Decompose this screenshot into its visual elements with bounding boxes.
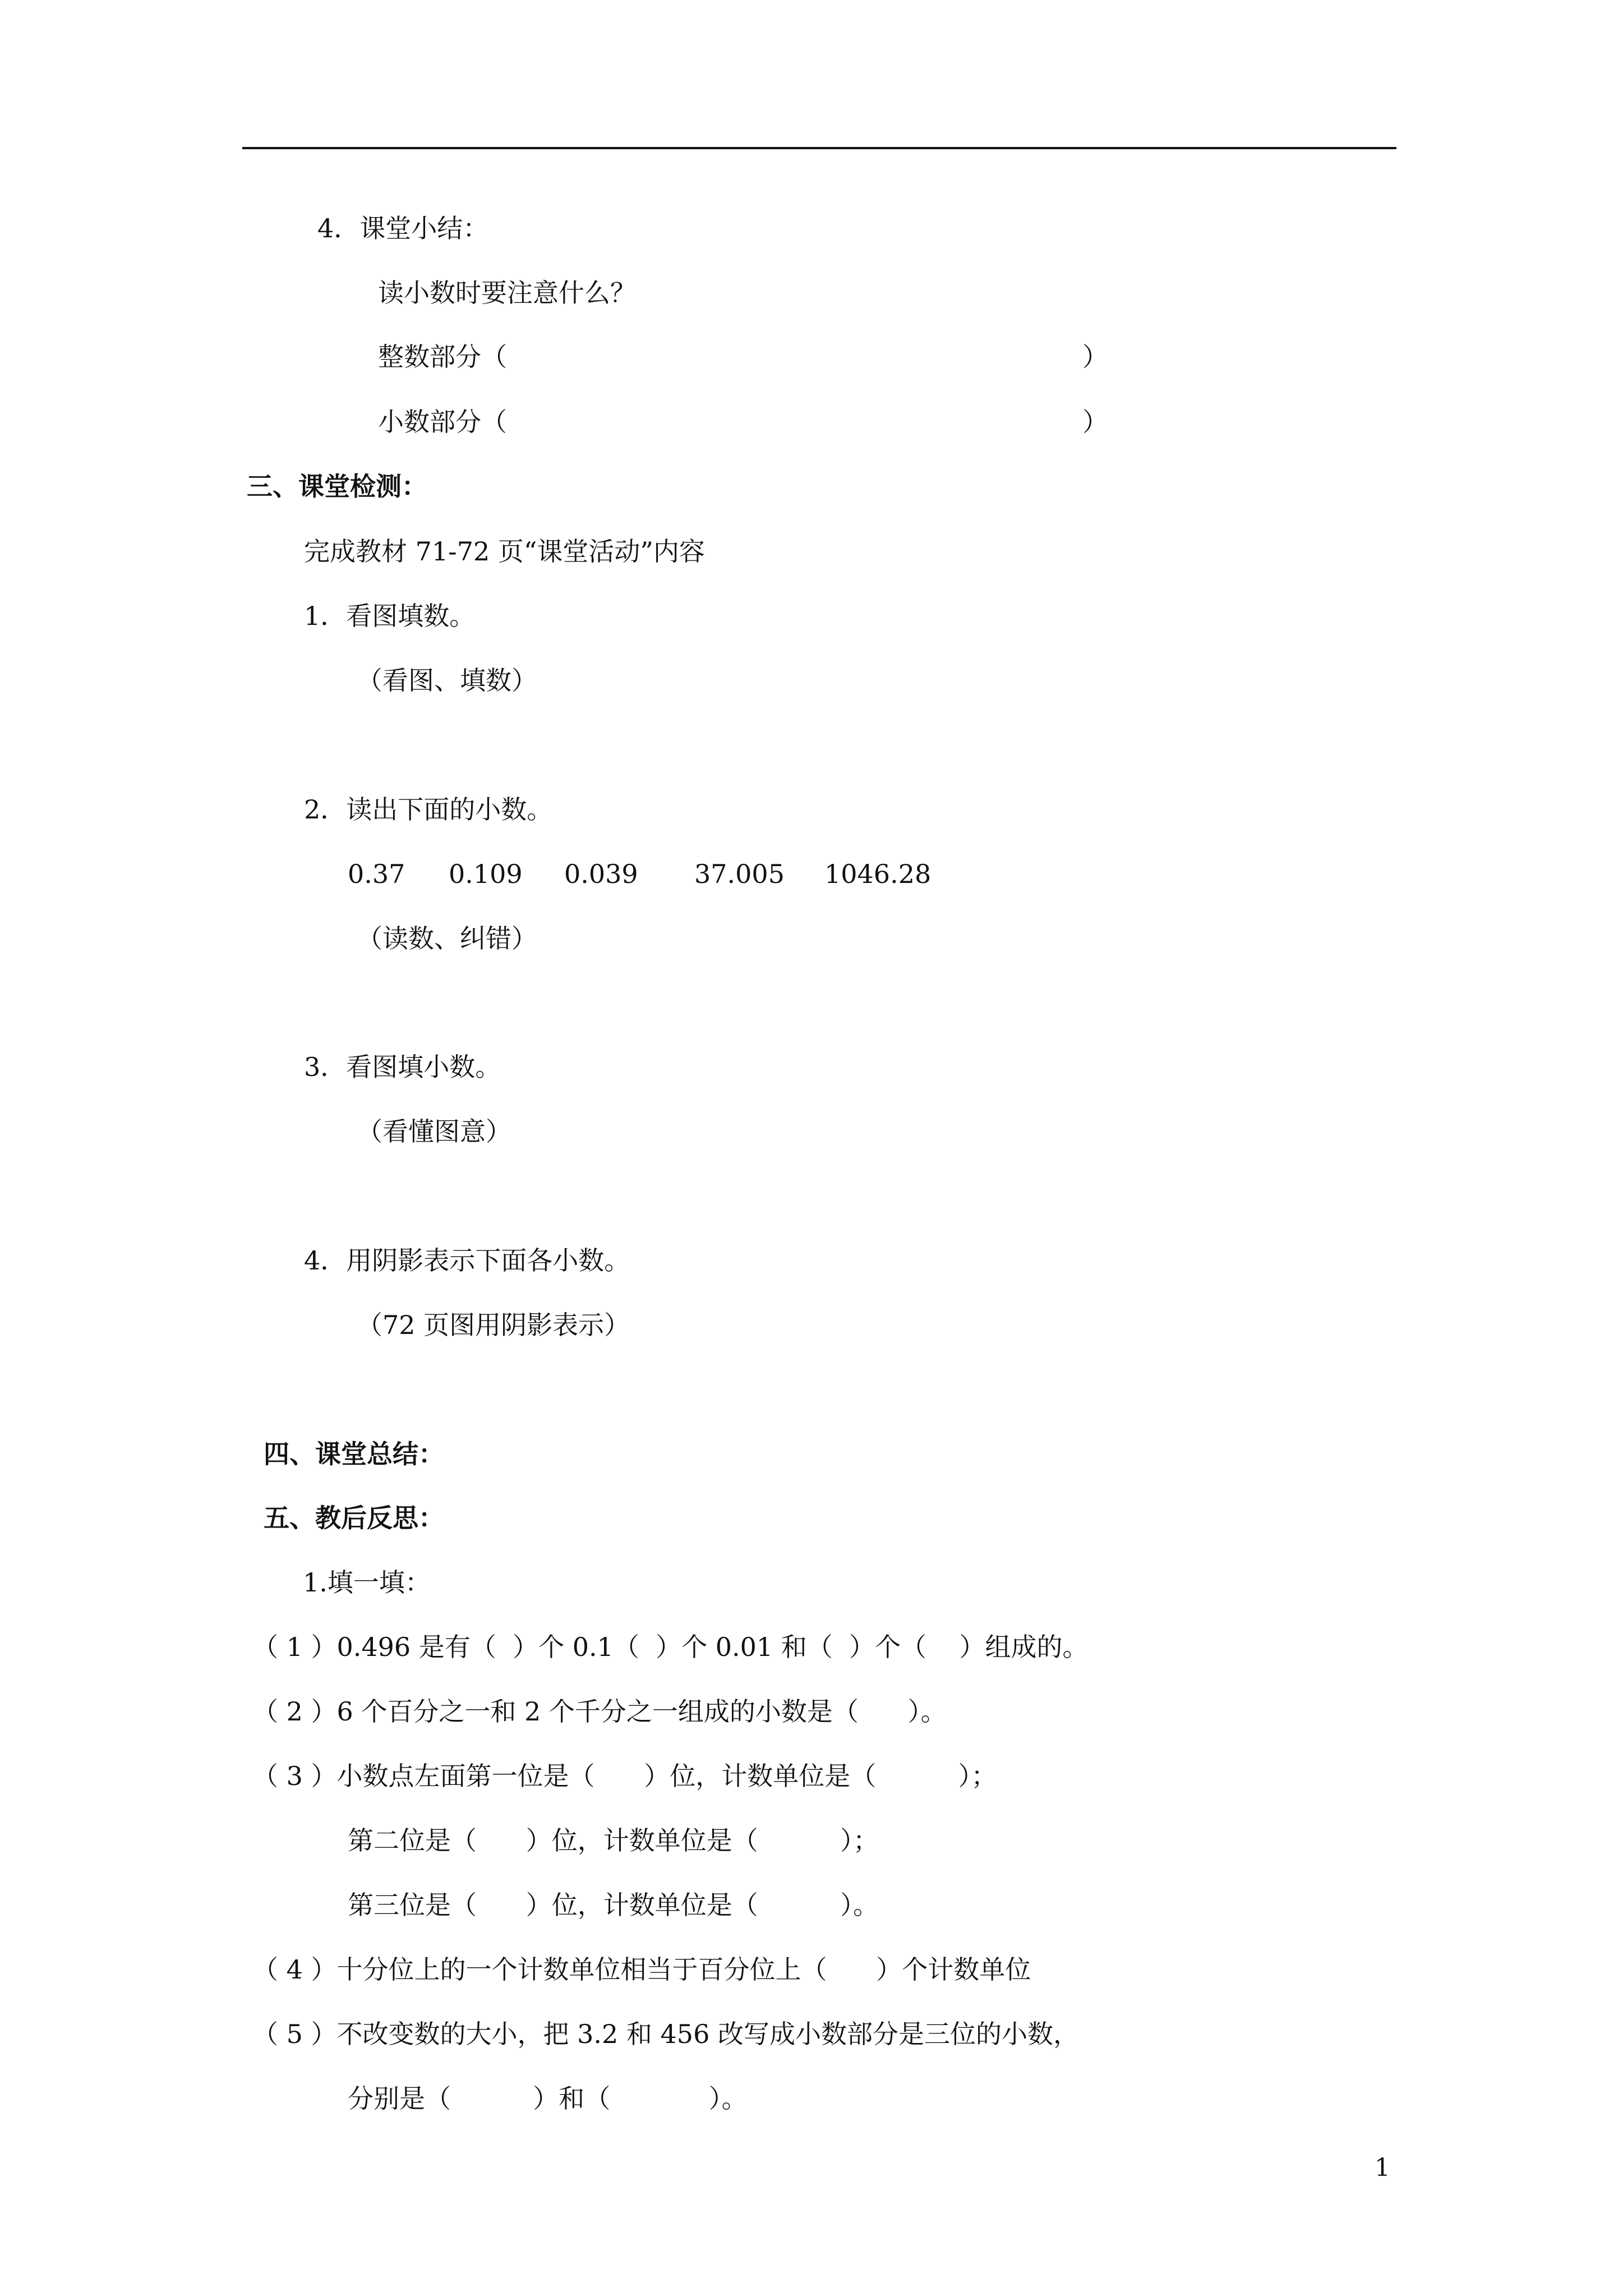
item1-title: 1．看图填数。	[304, 601, 476, 631]
item2-note: （读数、纠错）	[357, 923, 537, 954]
decimal-number: 37.005	[694, 859, 785, 889]
item2-title: 2．读出下面的小数。	[304, 794, 553, 825]
decimal-part-close: ）	[1082, 407, 1108, 437]
item3-note: （看懂图意）	[357, 1116, 511, 1147]
question-3b: 第二位是（ ）位，计数单位是（ ）；	[348, 1825, 879, 1856]
summary-question: 读小数时要注意什么？	[378, 278, 636, 308]
question-2: （ 2 ）6 个百分之一和 2 个千分之一组成的小数是（ ）。	[252, 1696, 947, 1727]
decimal-number: 1046.28	[824, 859, 932, 889]
section5-heading: 五、教后反思：	[264, 1503, 444, 1533]
item1-note: （看图、填数）	[357, 665, 537, 696]
question-5a: （ 5 ）不改变数的大小，把 3.2 和 456 改写成小数部分是三位的小数，	[252, 2019, 1079, 2049]
header-rule	[242, 147, 1396, 149]
integer-part-close: ）	[1082, 342, 1108, 372]
question-3c: 第三位是（ ）位，计数单位是（ ）。	[348, 1890, 879, 1920]
question-4: （ 4 ）十分位上的一个计数单位相当于百分位上（ ）个计数单位	[252, 1954, 1031, 1985]
decimal-number: 0.37	[348, 859, 405, 889]
section3-intro: 完成教材 71-72 页“课堂活动”内容	[304, 536, 705, 567]
item3-title: 3．看图填小数。	[304, 1052, 501, 1082]
question-1: （ 1 ）0.496 是有（ ）个 0.1（ ）个 0.01 和（ ）个（ ）组成的。	[252, 1632, 1089, 1662]
question-5b: 分别是（ ）和（ ）。	[348, 2083, 748, 2114]
item4-title: 4．用阴影表示下面各小数。	[304, 1245, 630, 1276]
fill-title: 1.填一填：	[303, 1567, 431, 1598]
section3-heading: 三、课堂检测：	[247, 471, 427, 501]
integer-part-label: 整数部分（	[378, 342, 507, 372]
summary-heading: 4．课堂小结：	[317, 213, 489, 243]
section4-heading: 四、课堂总结：	[264, 1439, 444, 1469]
item4-note: （72 页图用阴影表示）	[357, 1310, 630, 1340]
decimal-number: 0.109	[449, 859, 523, 889]
decimal-number: 0.039	[564, 859, 638, 889]
question-3a: （ 3 ）小数点左面第一位是（ ）位，计数单位是（ ）；	[252, 1761, 997, 1791]
decimal-part-label: 小数部分（	[378, 407, 507, 437]
page-number: 1	[1375, 2154, 1390, 2182]
